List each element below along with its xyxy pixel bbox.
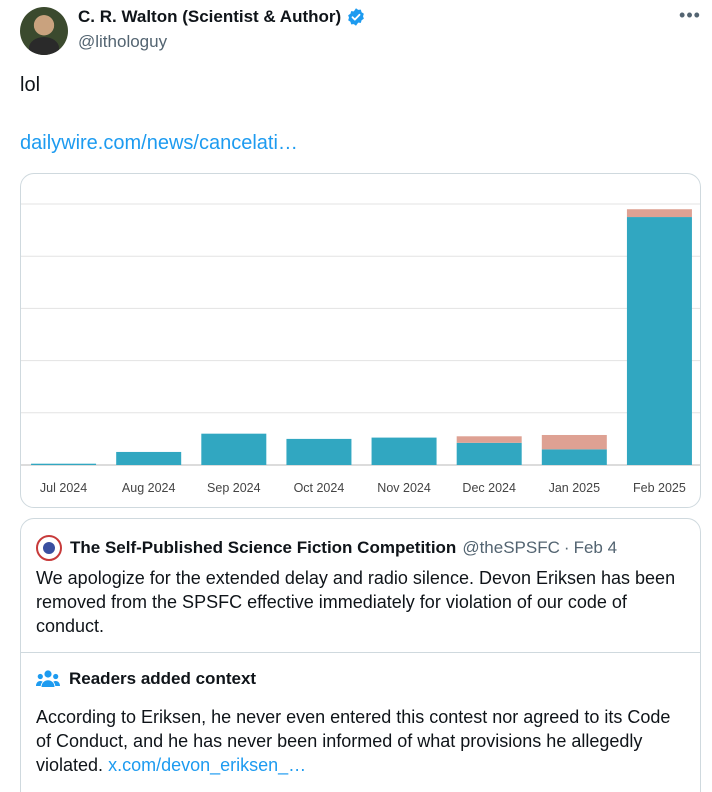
bar-primary-7: [627, 217, 692, 465]
x-tick-label-7: Feb 2025: [633, 481, 686, 495]
bar-primary-3: [286, 439, 351, 465]
bar-primary-6: [542, 449, 607, 465]
x-tick-label-4: Nov 2024: [377, 481, 431, 495]
context-body: According to Eriksen, he never even entered this contest nor agreed to its Code of Conduct, and he has never been informed of what provisions he allegedly violated.: [36, 707, 671, 775]
separator-dot: ·: [563, 538, 570, 557]
quoted-author-name: The Self-Published Science Fiction Competition: [70, 538, 457, 557]
bar-chart: [21, 174, 701, 508]
x-tick-label-3: Oct 2024: [293, 481, 345, 495]
spsfc-logo-avatar: [36, 535, 62, 561]
bar-primary-5: [457, 443, 522, 465]
more-options-icon[interactable]: •••: [679, 5, 701, 25]
bar-secondary-7: [627, 209, 692, 217]
bar-primary-2: [201, 434, 266, 465]
quoted-post-date: Feb 4: [573, 538, 618, 557]
context-text: [36, 705, 686, 777]
x-tick-label-6: Jan 2025: [548, 481, 601, 495]
x-tick-label-5: Dec 2024: [462, 481, 516, 495]
bar-secondary-6: [542, 435, 607, 449]
context-link[interactable]: x.com/devon_eriksen_…: [108, 755, 307, 775]
author-name-row: [78, 6, 366, 28]
verified-badge-icon: [346, 7, 366, 27]
author-avatar[interactable]: [20, 7, 68, 55]
author-name[interactable]: C. R. Walton (Scientist & Author): [78, 7, 342, 26]
x-tick-label-0: Jul 2024: [39, 481, 88, 495]
tweet-link[interactable]: dailywire.com/news/cancelati…: [20, 132, 298, 154]
bar-primary-0: [31, 464, 96, 465]
people-icon: [36, 669, 60, 689]
bar-primary-4: [372, 438, 437, 465]
context-title: Readers added context: [69, 669, 257, 688]
quoted-post-header: [36, 535, 617, 561]
tweet-text: lol: [20, 74, 41, 96]
context-header: [36, 669, 256, 689]
author-handle[interactable]: @lithologuy: [78, 32, 168, 51]
x-tick-label-1: Aug 2024: [121, 481, 176, 495]
community-notes-section: [21, 652, 701, 792]
bar-secondary-5: [457, 436, 522, 443]
x-tick-label-2: Sep 2024: [207, 481, 261, 495]
quoted-author-handle: @theSPSFC: [462, 538, 560, 557]
bar-primary-1: [116, 452, 181, 465]
quoted-post-card[interactable]: [20, 518, 701, 792]
chart-image-card[interactable]: [20, 173, 701, 508]
quoted-post-text: We apologize for the extended delay and radio silence. Devon Eriksen has been removed from the SPSFC effective immediately for violation of our code of conduct.: [36, 568, 676, 636]
